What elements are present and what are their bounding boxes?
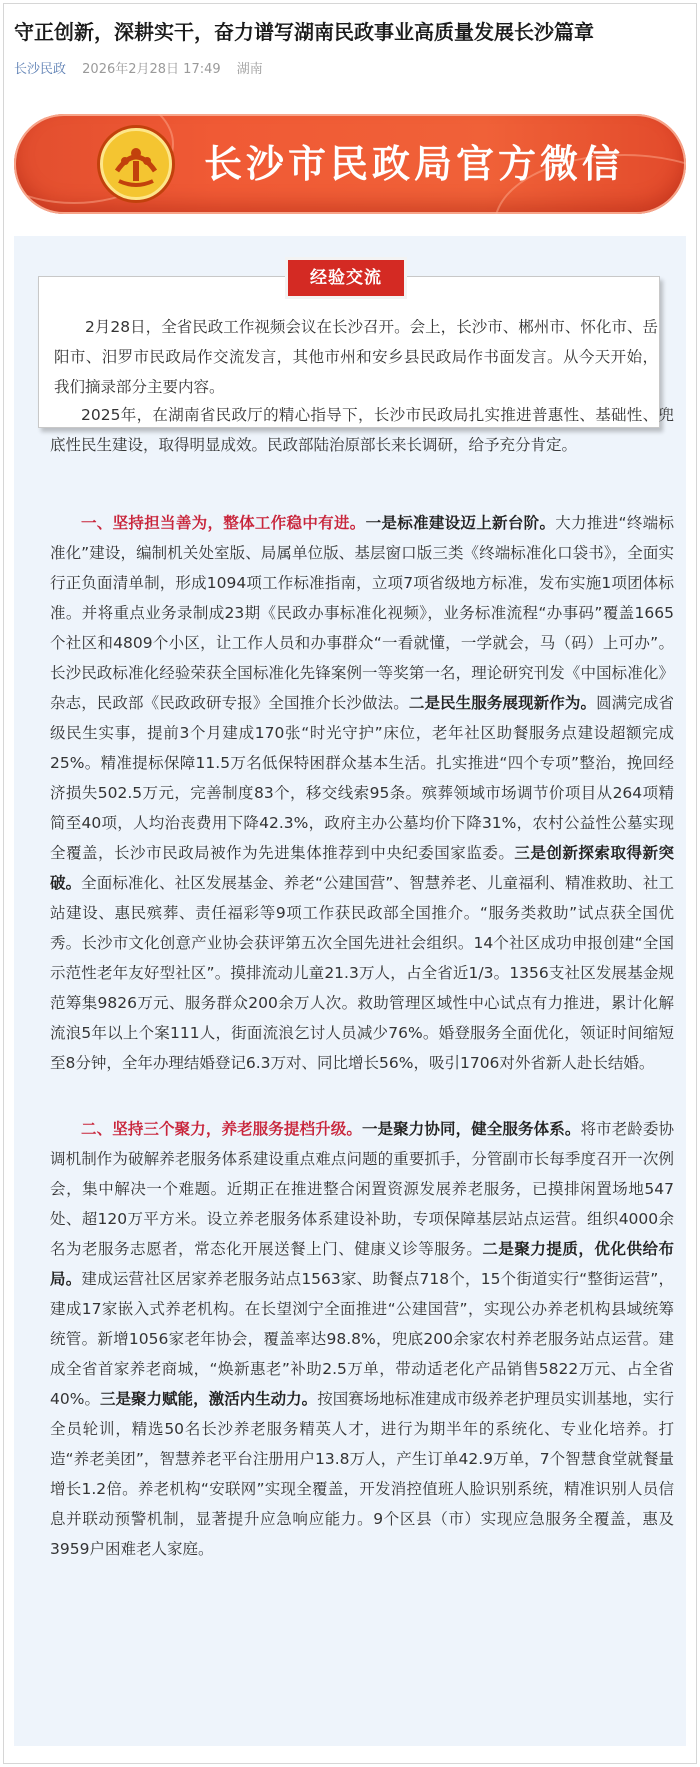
section-2-sub-1-text: 将市老龄委协调机制作为破解养老服务体系建设重点难点问题的重要抓手，分管副市长每季度召开一次例会，集中解决一个难题。近期正在推进整合闲置资源发展养老服务，已摸排闲置场地547处、超120万平方米。设立养老服务体系建设补助，专项保障基层站点运营。组织4000余名为老服务志愿者，常态化开展送餐上门、健康义诊等服务。: [50, 1120, 674, 1258]
banner-title: 长沙市民政局官方微信: [204, 142, 625, 186]
section-2-heading: 二、坚持三个聚力，养老服务提档升级。: [81, 1120, 362, 1138]
section-1-sub-1-title: 一是标准建设迈上新台阶。: [365, 514, 556, 532]
paragraph-section-2: [50, 1114, 674, 1564]
section-2-sub-3-text: 按国赛场地标准建成市级养老护理员实训基地，实行全员轮训，精选50名长沙养老服务精英人才，进行为期半年的系统化、专业化培养。打造“养老美团”，智慧养老平台注册用户13.8万人，产生订单42.9万单，7个智慧食堂就餐量增长1.2倍。养老机构“安联网”实现全覆盖，开发消控值班人脸识别系统，精准识别人员信息并联动预警机制，显著提升应急响应能力。9个区县（市）实现应急服务全覆盖，惠及3959户困难老人家庭。: [50, 1390, 674, 1558]
section-2-sub-3-title: 三是聚力赋能，激活内生动力。: [99, 1390, 318, 1408]
section-1-sub-3-title: 三是创新探索取得新突破。: [50, 844, 674, 892]
paragraph-section-1: [50, 508, 674, 1078]
section-1-sub-1-text: 大力推进“终端标准化”建设，编制机关处室版、局属单位版、基层窗口版三类《终端标准化口袋书》，全面实行正负面清单制，形成1094项工作标准指南，立项7项省级地方标准，发布实施1项团体标准。并将重点业务录制成23期《民政办事标准化视频》，业务标准流程“办事码”覆盖1665个社区和4809个小区，让工作人员和办事群众“一看就懂，一学就会，马（码）上可办”。长沙民政标准化经验荣获全国标准化先锋案例一等奖第一名，理论研究刊发《中国标准化》杂志，民政部《民政政研专报》全国推介长沙做法。: [50, 514, 674, 712]
header-banner: [14, 114, 686, 214]
article-location: 湖南: [236, 62, 263, 77]
intro-text: 2月28日，全省民政工作视频会议在长沙召开。会上，长沙市、郴州市、怀化市、岳阳市、汨罗市民政局作交流发言，其他市州和安乡县民政局作书面发言。从今天开始，我们摘录部分主要内容。: [54, 318, 658, 396]
section-1-heading: 一、坚持担当善为，整体工作稳中有进。: [81, 514, 366, 532]
section-1-sub-2-text: 圆满完成省级民生实事，提前3个月建成170张“时光守护”床位，老年社区助餐服务点建设超额完成25%。精准提标保障11.5万名低保特困群众基本生活。扎实推进“四个专项”整治，挽回经济损失502.5万元，完善制度83个，移交线索95条。殡葬领域市场调节价项目从264项精简至40项，人均治丧费用下降42.3%，政府主办公墓均价下降31%，农村公益性公墓实现全覆盖，长沙市民政局被作为先进集体推荐到中央纪委国家监委。: [50, 694, 674, 862]
section-1-sub-3-text: 全面标准化、社区发展基金、养老“公建国营”、智慧养老、儿童福利、精准救助、社工站建设、惠民殡葬、责任福彩等9项工作获民政部全国推介。“服务类救助”试点获全国优秀。长沙市文化创意产业协会获评第五次全国先进社会组织。14个社区成功申报创建“全国示范性老年友好型社区”。摸排流动儿童21.3万人，占全省近1/3。1356支社区发展基金规范筹集9826万元、服务群众200余万人次。救助管理区域性中心试点有力推进，累计化解流浪5年以上个案111人，街面流浪乞讨人员减少76%。婚登服务全面优化，领证时间缩短至8分钟，全年办理结婚登记6.3万对、同比增长56%，吸引1706对外省新人赴长结婚。: [50, 874, 674, 1072]
section-2-sub-1-title: 一是聚力协同，健全服务体系。: [361, 1120, 581, 1138]
article-meta: [14, 60, 275, 80]
section-2-sub-2-title: 二是聚力提质，优化供给布局。: [50, 1240, 674, 1288]
section-1-sub-2-title: 二是民生服务展现新作为。: [408, 694, 597, 712]
section-2-sub-2-text: 建成运营社区居家养老服务站点1563家、助餐点718个，15个街道实行“整街运营”，建成17家嵌入式养老机构。在长望浏宁全面推进“公建国营”，实现公办养老机构县域统筹统管。新增1056家老年协会，覆盖率达98.8%，兜底200余家农村养老服务站点运营。建成全省首家养老商城，“焕新惠老”补助2.5万单，带动适老化产品销售5822万元、占全省40%。: [50, 1270, 674, 1408]
civil-affairs-emblem-icon: [100, 128, 172, 200]
article-title: 守正创新，深耕实干，奋力谱写湖南民政事业高质量发展长沙篇章: [14, 20, 594, 44]
paragraph-intro: 2025年，在湖南省民政厅的精心指导下，长沙市民政局扎实推进普惠性、基础性、兜底性民生建设，取得明显成效。民政部陆治原部长来长调研，给予充分肯定。: [50, 406, 674, 454]
emblem-graphic: [103, 131, 169, 197]
article-datetime: 2026年2月28日 17:49: [82, 62, 221, 77]
article-body: [14, 236, 686, 1746]
section-label-badge: 经验交流: [288, 260, 404, 296]
article-source-link[interactable]: 长沙民政: [14, 62, 67, 77]
